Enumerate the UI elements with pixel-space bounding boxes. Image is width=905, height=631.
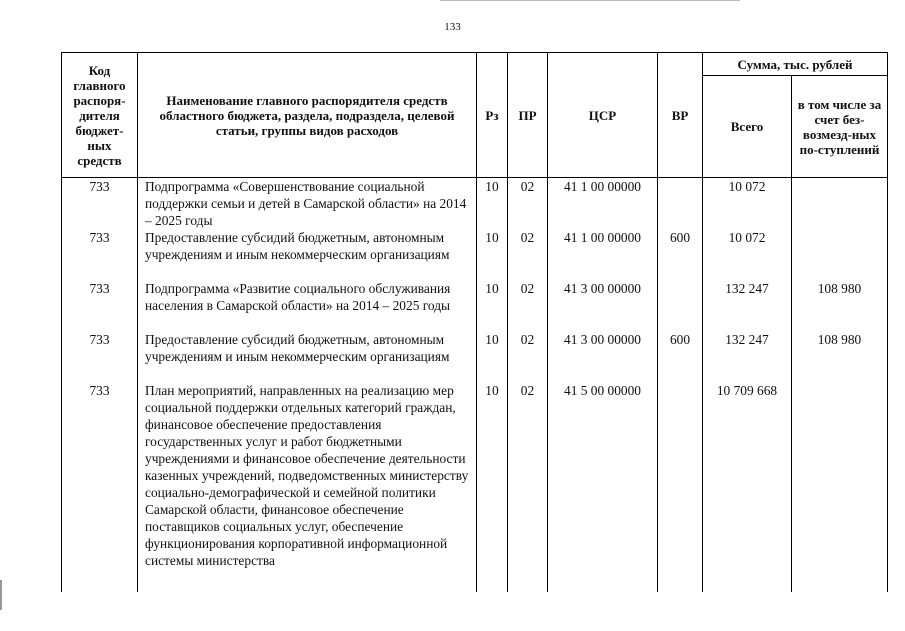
cell-incl: [792, 178, 888, 230]
cell-pr: 02: [508, 280, 548, 331]
cell-name: Предоставление субсидий бюджетным, автономным учреждениям и иным некоммерческим организациям: [138, 331, 477, 382]
cell-rz: 10: [477, 382, 508, 592]
cell-code: 733: [62, 178, 138, 230]
cell-rz: 10: [477, 331, 508, 382]
cell-total: 132 247: [703, 280, 792, 331]
cell-code: 733: [62, 280, 138, 331]
scan-top-rule: [440, 0, 740, 1]
cell-incl: [792, 382, 888, 592]
header-rz: Рз: [477, 53, 508, 178]
cell-name: Подпрограмма «Совершенствование социальной поддержки семьи и детей в Самарской области» на 2014 – 2025 годы: [138, 178, 477, 230]
cell-rz: 10: [477, 178, 508, 230]
cell-csr: 41 3 00 00000: [548, 331, 658, 382]
cell-incl: 108 980: [792, 331, 888, 382]
header-pr: ПР: [508, 53, 548, 178]
header-name: Наименование главного распорядителя средств областного бюджета, раздела, подраздела, целевой статьи, группы видов расходов: [138, 53, 477, 178]
header-csr: ЦСР: [548, 53, 658, 178]
cell-pr: 02: [508, 382, 548, 592]
cell-total: 10 072: [703, 229, 792, 280]
cell-total: 132 247: [703, 331, 792, 382]
header-vr: ВР: [658, 53, 703, 178]
cell-vr: [658, 280, 703, 331]
cell-vr: 600: [658, 331, 703, 382]
cell-csr: 41 5 00 00000: [548, 382, 658, 592]
cell-incl: [792, 229, 888, 280]
cell-code: 733: [62, 331, 138, 382]
header-incl: в том числе за счет без-возмезд-ных по-ступлений: [792, 76, 888, 178]
table-row: [62, 331, 888, 382]
cell-pr: 02: [508, 178, 548, 230]
header-code: Код главного распоря-дителя бюджет-ных средств: [62, 53, 138, 178]
cell-code: 733: [62, 229, 138, 280]
cell-csr: 41 1 00 00000: [548, 178, 658, 230]
scan-edge-mark: [0, 580, 2, 610]
header-total: Всего: [703, 76, 792, 178]
cell-vr: 600: [658, 229, 703, 280]
cell-vr: [658, 382, 703, 592]
budget-table: [61, 52, 888, 592]
cell-incl: 108 980: [792, 280, 888, 331]
cell-pr: 02: [508, 229, 548, 280]
cell-code: 733: [62, 382, 138, 592]
cell-rz: 10: [477, 229, 508, 280]
cell-total: 10 709 668: [703, 382, 792, 592]
cell-rz: 10: [477, 280, 508, 331]
cell-name: Предоставление субсидий бюджетным, автономным учреждениям и иным некоммерческим организациям: [138, 229, 477, 280]
cell-name: План мероприятий, направленных на реализацию мер социальной поддержки отдельных категорий граждан, финансовое обеспечение предоставления государственных услуг и работ бюджетными учреждениями и финансовое обеспечение деятельности казенных учреждений, подведомственных министерству социально-демографической и семейной политики Самарской области, финансовое обеспечение поставщиков социальных услуг, обеспечение функционирования корпоративной информационной системы министерства: [138, 382, 477, 592]
header-sum-group: Сумма, тыс. рублей: [703, 53, 888, 76]
cell-vr: [658, 178, 703, 230]
cell-name: Подпрограмма «Развитие социального обслуживания населения в Самарской области» на 2014 – 2025 годы: [138, 280, 477, 331]
table-row: [62, 280, 888, 331]
page-number: 133: [444, 21, 461, 33]
cell-csr: 41 1 00 00000: [548, 229, 658, 280]
cell-pr: 02: [508, 331, 548, 382]
table-row: [62, 382, 888, 592]
cell-csr: 41 3 00 00000: [548, 280, 658, 331]
cell-total: 10 072: [703, 178, 792, 230]
table-row: [62, 229, 888, 280]
table-row: [62, 178, 888, 230]
